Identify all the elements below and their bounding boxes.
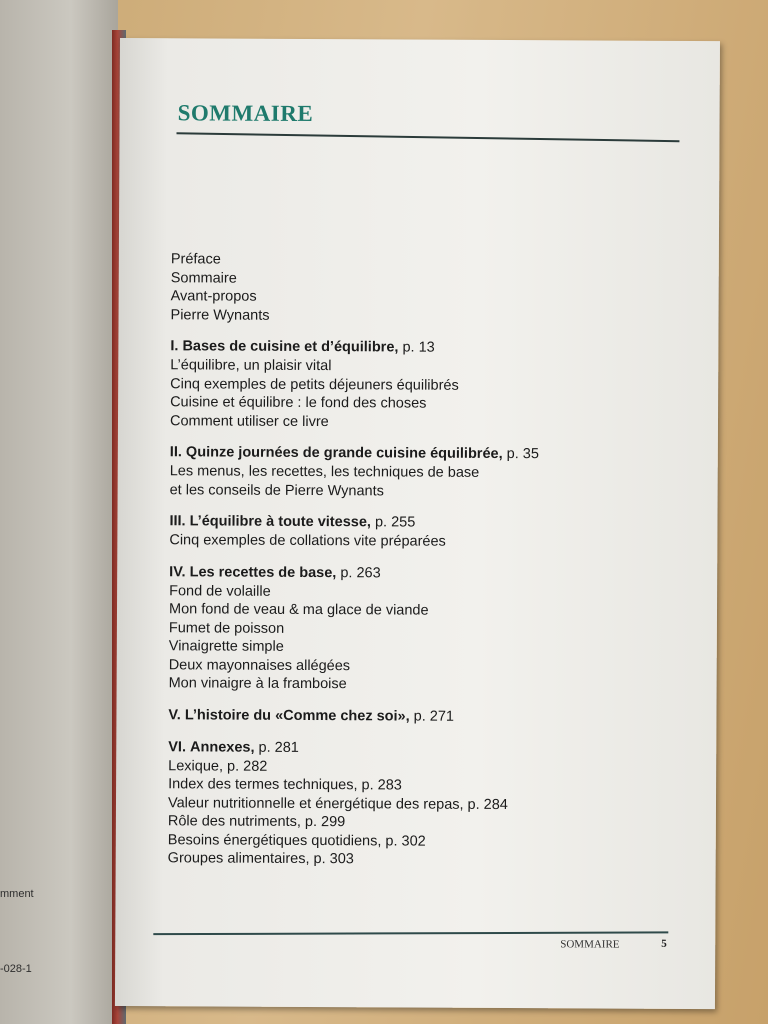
title-rule <box>176 132 679 142</box>
section-heading <box>169 511 689 534</box>
section-item: Groupes alimentaires, p. 303 <box>167 850 354 868</box>
section-item: Besoins énergétiques quotidiens, p. 302 <box>167 831 426 850</box>
section-item: L’équilibre, un plaisir vital <box>170 357 332 375</box>
section-item: Cuisine et équilibre : le fond des choses <box>170 394 427 412</box>
section-title: Les recettes de base, <box>189 563 337 581</box>
section-number: IV. <box>169 563 186 580</box>
section-item: Cinq exemples de collations vite préparées <box>169 532 446 550</box>
section-heading <box>169 562 689 585</box>
section-item: Valeur nutritionnelle et énergétique des repas, p. 284 <box>167 794 508 813</box>
section-item: Index des termes techniques, p. 283 <box>168 776 402 794</box>
section-item: Rôle des nutriments, p. 299 <box>167 813 346 831</box>
right-page <box>115 38 720 1009</box>
section-item: Les menus, les recettes, les techniques de base <box>169 463 480 481</box>
section-page: p. 13 <box>402 339 435 356</box>
section-page: p. 255 <box>374 514 416 531</box>
section-item: Fumet de poisson <box>168 619 285 637</box>
section-heading <box>170 336 690 359</box>
section-item: Cinq exemples de petits déjeuners équilibrés <box>170 375 459 394</box>
section-number: I. <box>170 338 179 355</box>
intro-item: Avant-propos <box>170 288 257 305</box>
page-number: 5 <box>661 937 667 950</box>
section-number: II. <box>169 444 182 461</box>
page-title: SOMMAIRE <box>177 100 314 127</box>
section-title: Quinze journées de grande cuisine équilibrée, <box>185 444 503 463</box>
section-title: L’équilibre à toute vitesse, <box>189 513 371 531</box>
footer-label: SOMMAIRE <box>560 938 620 951</box>
intro-item: Sommaire <box>170 269 237 287</box>
section-page: p. 281 <box>258 739 299 756</box>
section-item: Fond de volaille <box>169 582 271 600</box>
section-number: VI. <box>168 738 187 755</box>
intro-item: Pierre Wynants <box>170 306 270 324</box>
left-page-fragment-text: mment <box>0 888 34 900</box>
section-page: p. 35 <box>506 446 539 463</box>
left-page-fragment-isbn: -028-1 <box>0 963 32 975</box>
section-item: et les conseils de Pierre Wynants <box>169 481 384 499</box>
section-page: p. 263 <box>340 564 381 581</box>
section-item: Vinaigrette simple <box>168 638 284 655</box>
left-page <box>0 0 118 1024</box>
table-of-contents <box>168 250 691 870</box>
section-item: Mon fond de veau & ma glace de viande <box>168 601 429 619</box>
section-title: Annexes, <box>190 738 255 756</box>
section-heading <box>168 737 688 760</box>
section-item: Mon vinaigre à la framboise <box>168 675 347 693</box>
section-number: V. <box>168 706 181 723</box>
section-item: Lexique, p. 282 <box>168 757 268 775</box>
section-title: L’histoire du «Comme chez soi», <box>184 706 410 725</box>
section-item: Comment utiliser ce livre <box>169 412 329 430</box>
intro-item: Préface <box>170 251 221 268</box>
section-page: p. 271 <box>413 708 455 725</box>
section-heading <box>168 705 688 728</box>
section-number: III. <box>169 513 186 530</box>
footer-rule <box>153 931 668 935</box>
section-title: Bases de cuisine et d’équilibre, <box>182 338 399 356</box>
section-heading <box>170 442 690 465</box>
section-item: Deux mayonnaises allégées <box>168 656 351 674</box>
